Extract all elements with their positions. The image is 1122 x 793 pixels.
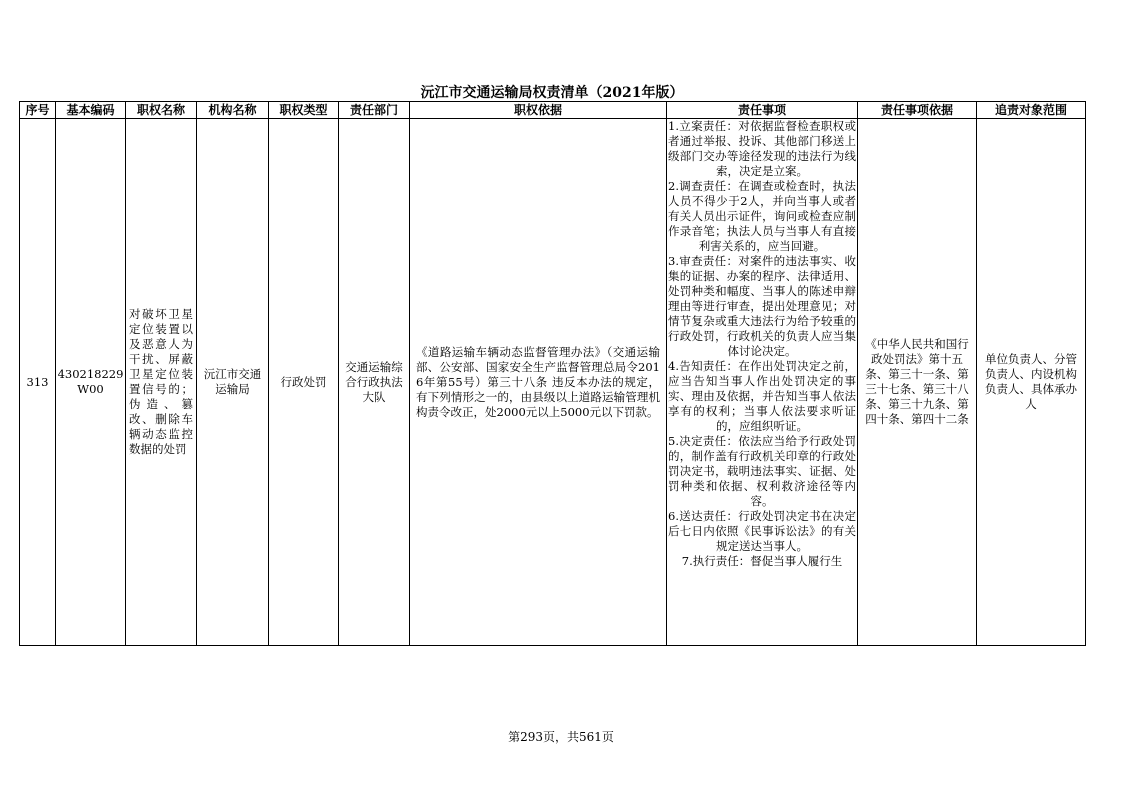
responsibility-table bbox=[19, 101, 1086, 646]
cell-responsibilities bbox=[667, 119, 858, 646]
header-power-type: 职权类型 bbox=[269, 102, 339, 119]
cell-power-type: 行政处罚 bbox=[269, 119, 339, 646]
responsibility-item: 1.立案责任：对依据监督检查职权或者通过举报、投诉、其他部门移送上级部门交办等途径发现的违法行为线索，决定是立案。 bbox=[668, 119, 856, 178]
cell-power-name: 对破坏卫星定位装置以及恶意人为干扰、屏蔽卫星定位装置信号的；伪造、篡改、删除车辆动态监控数据的处罚 bbox=[126, 119, 197, 646]
responsibility-item: 2.调查责任：在调查或检查时，执法人员不得少于2人，并向当事人或者有关人员出示证件，询问或检查应制作录音笔；执法人员与当事人有直接利害关系的，应当回避。 bbox=[668, 179, 856, 253]
header-accountability: 追责对象范围 bbox=[977, 102, 1086, 119]
header-index: 序号 bbox=[20, 102, 56, 119]
page-number: 第293页，共561页 bbox=[508, 730, 614, 744]
cell-agency: 沅江市交通运输局 bbox=[197, 119, 269, 646]
header-power-name: 职权名称 bbox=[126, 102, 197, 119]
header-resp-basis: 责任事项依据 bbox=[858, 102, 977, 119]
responsibility-item: 3.审查责任：对案件的违法事实、收集的证据、办案的程序、法律适用、处罚种类和幅度、当事人的陈述申辩理由等进行审查，提出处理意见；对情节复杂或重大违法行为给予较重的行政处罚，行政机关的负责人应当集体讨论决定。 bbox=[668, 254, 856, 358]
responsibility-item: 6.送达责任：行政处罚决定书在决定后七日内依照《民事诉讼法》的有关规定送达当事人。 bbox=[668, 509, 856, 553]
table-row bbox=[20, 119, 1086, 646]
header-department: 责任部门 bbox=[339, 102, 410, 119]
header-agency: 机构名称 bbox=[197, 102, 269, 119]
header-code: 基本编码 bbox=[56, 102, 126, 119]
cell-code: 430218229W00 bbox=[56, 119, 126, 646]
page-title: 沅江市交通运输局权责清单（2021年版） bbox=[420, 85, 684, 101]
responsibility-list bbox=[668, 119, 856, 640]
cell-resp-basis: 《中华人民共和国行政处罚法》第十五条、第三十一条、第三十七条、第三十八条、第三十九条、第四十条、第四十二条 bbox=[858, 119, 977, 646]
cell-basis: 《道路运输车辆动态监督管理办法》（交通运输部、公安部、国家安全生产监督管理总局令2016年第55号）第三十八条 违反本办法的规定，有下列情形之一的，由县级以上道路运输管理机构责令改正，处2000元以上5000元以下罚款。 bbox=[410, 119, 667, 646]
responsibility-item: 4.告知责任：在作出处罚决定之前，应当告知当事人作出处罚决定的事实、理由及依据，并告知当事人依法享有的权利；当事人依法要求听证的，应组织听证。 bbox=[668, 359, 856, 433]
cell-department: 交通运输综合行政执法大队 bbox=[339, 119, 410, 646]
header-responsibilities: 责任事项 bbox=[667, 102, 858, 119]
cell-accountability: 单位负责人、分管负责人、内设机构负责人、具体承办人 bbox=[977, 119, 1086, 646]
responsibility-item: 5.决定责任：依法应当给予行政处罚的，制作盖有行政机关印章的行政处罚决定书，载明违法事实、证据、处罚种类和依据、权利救济途径等内容。 bbox=[668, 434, 856, 508]
header-row bbox=[20, 102, 1086, 119]
header-basis: 职权依据 bbox=[410, 102, 667, 119]
cell-index: 313 bbox=[20, 119, 56, 646]
responsibility-item: 7.执行责任：督促当事人履行生 bbox=[681, 554, 843, 568]
